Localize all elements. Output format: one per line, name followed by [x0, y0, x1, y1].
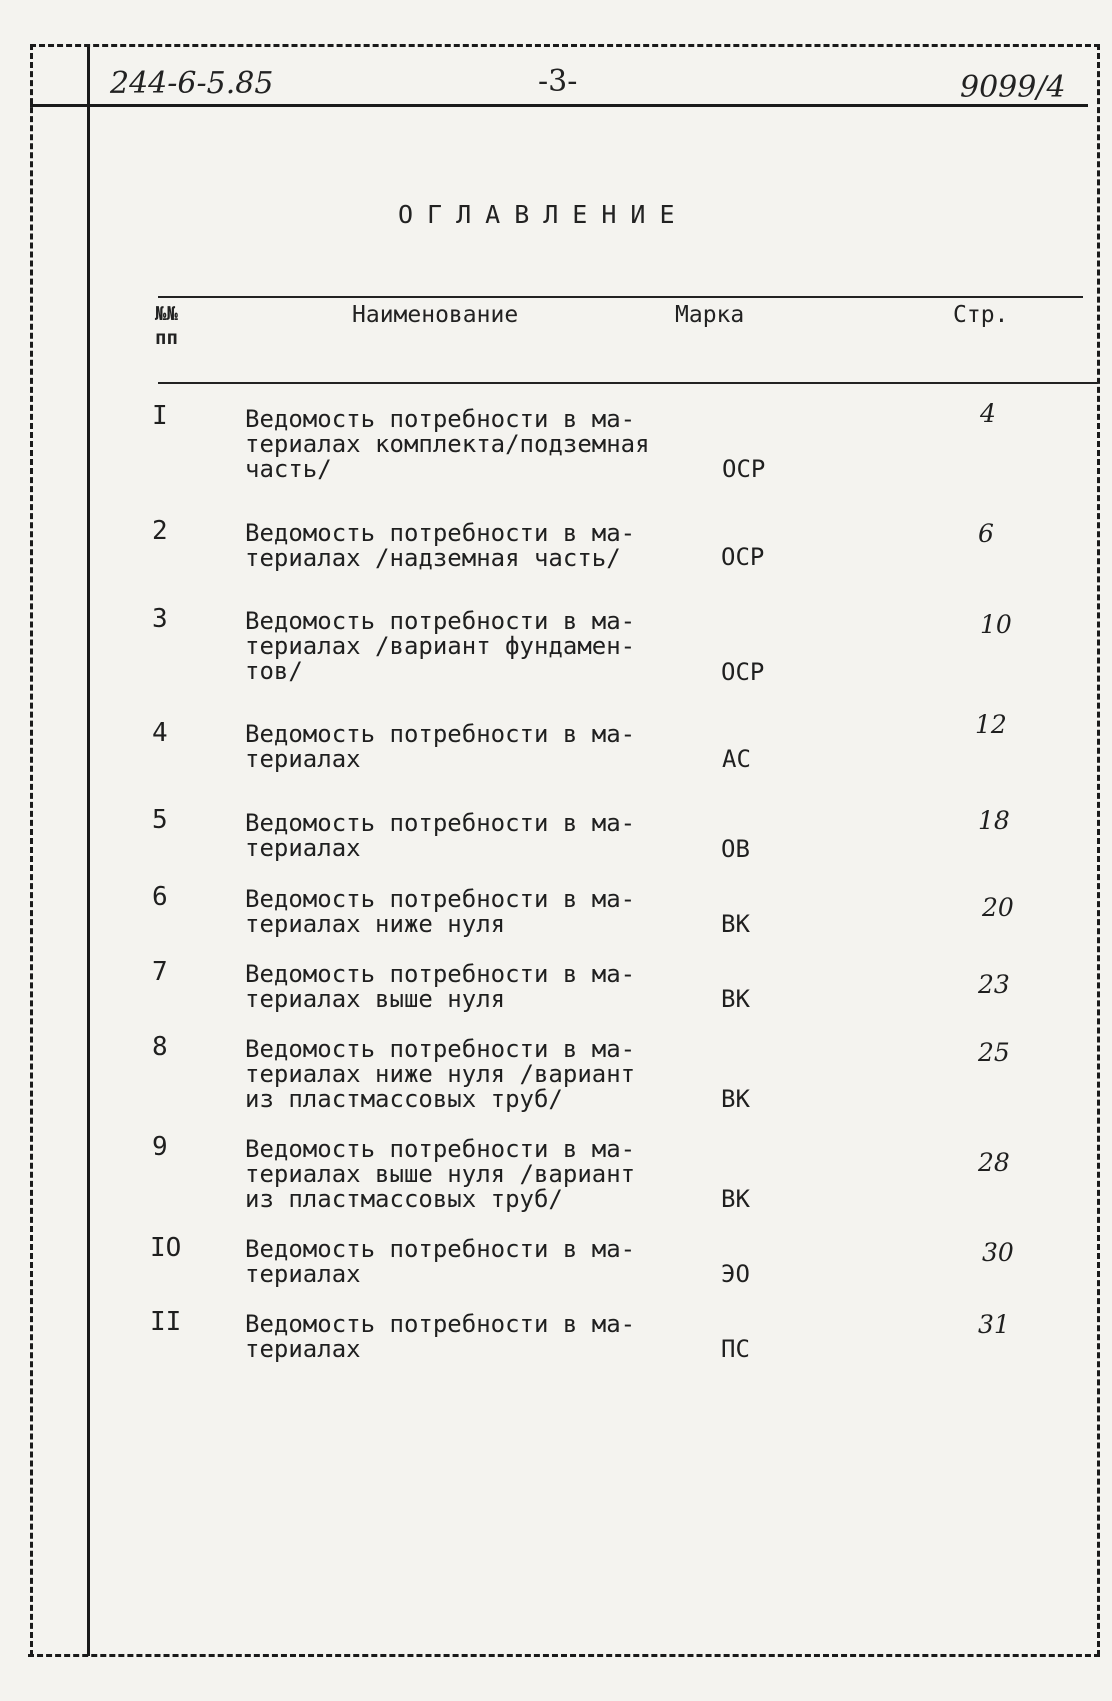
row-mark: ВК	[721, 1085, 750, 1113]
frame-top-border	[30, 44, 1100, 47]
header-rule	[30, 104, 1088, 107]
row-number: IO	[150, 1233, 182, 1263]
row-page: 25	[978, 1038, 1010, 1067]
row-number: II	[150, 1307, 182, 1337]
column-header-name: Наименование	[352, 302, 519, 328]
row-mark: ЭО	[721, 1260, 750, 1288]
row-number: 4	[152, 718, 168, 748]
row-mark: ОСР	[721, 543, 765, 571]
row-name: Ведомость потребности в ма- териалах выше нуля /вариант из пластмассовых труб/	[245, 1135, 636, 1213]
row-name: Ведомость потребности в ма- териалах	[245, 809, 636, 862]
row-mark: ВК	[721, 910, 750, 938]
row-name: Ведомость потребности в ма- териалах /вариант фундамен- тов/	[245, 607, 636, 685]
row-page: 23	[978, 970, 1010, 999]
row-name: Ведомость потребности в ма- териалах ниже нуля /вариант из пластмассовых труб/	[245, 1035, 636, 1113]
row-name: Ведомость потребности в ма- териалах выше нуля	[245, 960, 636, 1013]
row-name: Ведомость потребности в ма- териалах /надземная часть/	[245, 519, 636, 572]
row-mark: АС	[722, 745, 751, 773]
row-page: 31	[978, 1310, 1010, 1339]
row-name: Ведомость потребности в ма- териалах комплекта/подземная часть/	[245, 405, 650, 483]
row-page: 30	[982, 1238, 1014, 1267]
frame-left-border	[30, 44, 33, 1656]
row-number: 5	[152, 805, 168, 835]
column-header-number-line2: пп	[155, 327, 178, 349]
row-page: 10	[980, 610, 1012, 639]
frame-right-border	[1097, 44, 1100, 1656]
row-page: 4	[980, 399, 996, 428]
row-name: Ведомость потребности в ма- териалах	[245, 1235, 636, 1288]
row-mark: ВК	[721, 985, 750, 1013]
binding-margin-line	[87, 44, 90, 1656]
row-mark: ОСР	[721, 658, 765, 686]
row-mark: ОВ	[721, 835, 750, 863]
row-name: Ведомость потребности в ма- териалах ниже нуля	[245, 885, 636, 938]
doc-code: 244-6-5.85	[110, 66, 274, 101]
frame-bottom-border	[28, 1654, 1100, 1657]
row-mark: ВК	[721, 1185, 750, 1213]
page-mark: -3-	[538, 64, 578, 99]
row-number: 9	[152, 1132, 168, 1162]
row-number: 7	[152, 957, 168, 987]
row-name: Ведомость потребности в ма- териалах	[245, 720, 636, 773]
row-page: 6	[978, 519, 994, 548]
row-number: 8	[152, 1032, 168, 1062]
row-page: 18	[978, 806, 1010, 835]
row-number: 6	[152, 882, 168, 912]
row-page: 12	[975, 710, 1007, 739]
row-number: 3	[152, 604, 168, 634]
row-name: Ведомость потребности в ма- териалах	[245, 1310, 636, 1363]
table-top-rule	[158, 296, 1083, 298]
column-header-mark: Марка	[675, 302, 745, 328]
doc-number: 9099/4	[960, 70, 1066, 105]
column-header-number-line1: №№	[155, 303, 178, 325]
row-page: 20	[982, 893, 1014, 922]
row-mark: ПС	[721, 1335, 750, 1363]
column-header-number	[155, 302, 195, 350]
column-header-page: Стр.	[953, 302, 1009, 328]
table-header-rule	[158, 382, 1098, 384]
page-title: ОГЛАВЛЕНИЕ	[398, 200, 689, 229]
row-page: 28	[978, 1148, 1010, 1177]
row-number: 2	[152, 516, 168, 546]
row-number: I	[152, 401, 168, 431]
row-mark: ОСР	[722, 455, 766, 483]
